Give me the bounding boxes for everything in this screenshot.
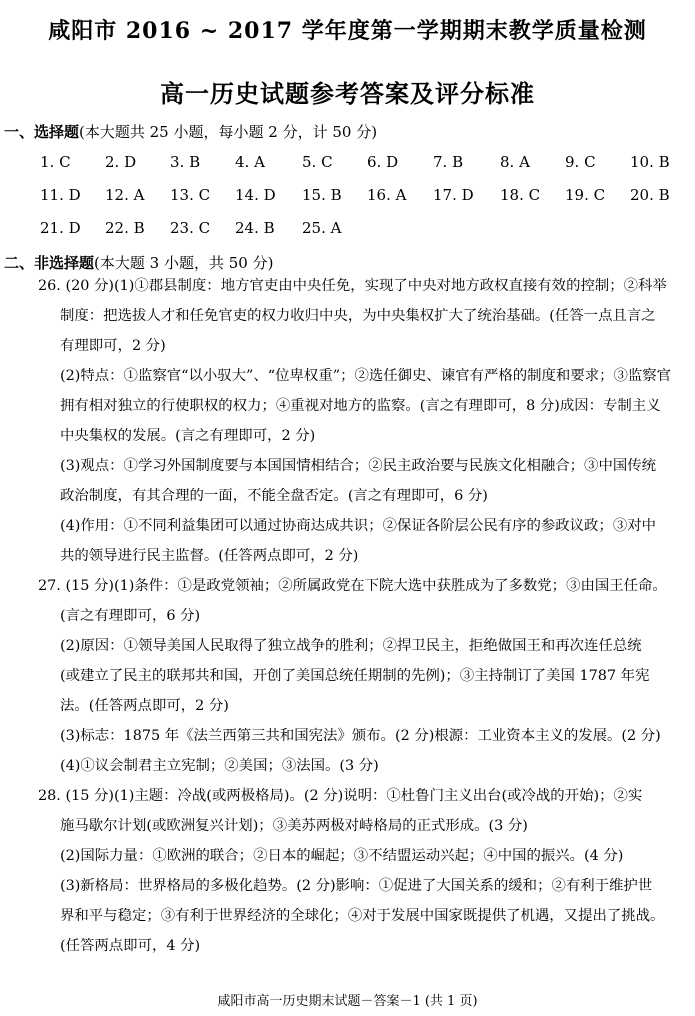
question-line: 28. (15 分)(1)主题：冷战(或两极格局)。(2 分)说明：①杜鲁门主义出台(或冷战的开始)；②实 <box>38 788 643 804</box>
choice-answer: 10. B <box>630 153 670 171</box>
answer-line: 共的领导进行民主监督。(任答两点即可，2 分) <box>60 548 359 564</box>
answer-line: (4)①议会制君主立宪制；②美国；③法国。(3 分) <box>60 758 379 774</box>
choice-answer: 1. C <box>40 153 71 171</box>
answer-line: 拥有相对独立的行使职权的权力；④重视对地方的监察。(言之有理即可，8 分)成因：专制主义 <box>60 398 661 414</box>
answer-row <box>40 153 680 186</box>
section1-heading-line <box>4 121 377 142</box>
answer-line: (言之有理即可，6 分) <box>60 608 201 624</box>
answer-line: (或建立了民主的联邦共和国，开创了美国总统任期制的先例)；③主持制订了美国 1787 年宪 <box>60 668 650 684</box>
answer-line: (3)标志：1875 年《法兰西第三共和国宪法》颁布。(2 分)根源：工业资本主义的发展。(2 分) <box>60 728 661 744</box>
answer-row <box>40 219 680 252</box>
question-line: 26. (20 分)(1)①郡县制度：地方官吏由中央任免，实现了中央对地方政权直接有效的控制；②科举 <box>38 278 667 294</box>
choice-answer: 19. C <box>565 186 606 204</box>
choice-answer: 20. B <box>630 186 670 204</box>
choice-answer: 16. A <box>367 186 407 204</box>
answer-line: (2)特点：①监察官“以小驭大”、“位卑权重”；②选任御史、谏官有严格的制度和要求；③监察官 <box>60 368 672 384</box>
choice-answer: 23. C <box>170 219 211 237</box>
page-footer: 咸阳市高一历史期末试题－答案－1 (共 1 页) <box>217 994 478 1009</box>
choice-answer: 6. D <box>367 153 399 171</box>
section2-note: (本大题 3 小题，共 50 分) <box>94 254 274 272</box>
choice-answer: 9. C <box>565 153 596 171</box>
answer-line: 施马歇尔计划(或欧洲复兴计划)；③美苏两极对峙格局的正式形成。(3 分) <box>60 818 528 834</box>
section1-heading: 一、选择题 <box>4 123 80 141</box>
choice-answer: 21. D <box>40 219 81 237</box>
choice-answer: 24. B <box>235 219 275 237</box>
choice-answer: 5. C <box>302 153 333 171</box>
section2-heading: 二、非选择题 <box>4 254 95 272</box>
choice-answer: 7. B <box>433 153 464 171</box>
section2-heading-line <box>4 252 273 273</box>
choice-answer: 17. D <box>433 186 474 204</box>
choice-answer: 8. A <box>500 153 530 171</box>
choice-answer: 2. D <box>105 153 137 171</box>
answer-line: 中央集权的发展。(言之有理即可，2 分) <box>60 428 316 444</box>
answer-line: (3)新格局：世界格局的多极化趋势。(2 分)影响：①促进了大国关系的缓和；②有利于维护世 <box>60 878 653 894</box>
answer-line: (任答两点即可，4 分) <box>60 938 201 954</box>
choice-answers <box>40 153 680 252</box>
choice-answer: 12. A <box>105 186 145 204</box>
answer-line: (2)国际力量：①欧洲的联合；②日本的崛起；③不结盟运动兴起；④中国的振兴。(4 分) <box>60 848 624 864</box>
answer-line: (2)原因：①领导美国人民取得了独立战争的胜利；②捍卫民主，拒绝做国王和再次连任总统 <box>60 638 642 654</box>
section1-note: (本大题共 25 小题，每小题 2 分，计 50 分) <box>79 123 378 141</box>
answer-line: (4)作用：①不同利益集团可以通过协商达成共识；②保证各阶层公民有序的参政议政；③对中 <box>60 518 657 534</box>
choice-answer: 4. A <box>235 153 265 171</box>
choice-answer: 25. A <box>302 219 342 237</box>
answer-line: 有理即可，2 分) <box>60 338 166 354</box>
choice-answer: 18. C <box>500 186 541 204</box>
choice-answer: 13. C <box>170 186 211 204</box>
choice-answer: 3. B <box>170 153 201 171</box>
sub-title: 高一历史试题参考答案及评分标准 <box>160 79 535 108</box>
choice-answer: 11. D <box>40 186 81 204</box>
header-title: 咸阳市 2016 ~ 2017 学年度第一学期期末教学质量检测 <box>48 18 647 44</box>
answer-line: 制度：把选拔人才和任免官吏的权力收归中央，为中央集权扩大了统治基础。(任答一点且言之 <box>60 308 656 324</box>
choice-answer: 14. D <box>235 186 276 204</box>
choice-answer: 22. B <box>105 219 145 237</box>
answer-line: 政治制度，有其合理的一面，不能全盘否定。(言之有理即可，6 分) <box>60 488 488 504</box>
answer-line: 法。(任答两点即可，2 分) <box>60 698 229 714</box>
answer-line: 界和平与稳定；③有利于世界经济的全球化；④对于发展中国家既提供了机遇，又提出了挑战。 <box>60 908 665 924</box>
answer-row <box>40 186 680 219</box>
answer-line: (3)观点：①学习外国制度要与本国国情相结合；②民主政治要与民族文化相融合；③中国传统 <box>60 458 657 474</box>
choice-answer: 15. B <box>302 186 342 204</box>
question-line: 27. (15 分)(1)条件：①是政党领袖；②所属政党在下院大选中获胜成为了多数党；③由国王任命。 <box>38 578 667 594</box>
